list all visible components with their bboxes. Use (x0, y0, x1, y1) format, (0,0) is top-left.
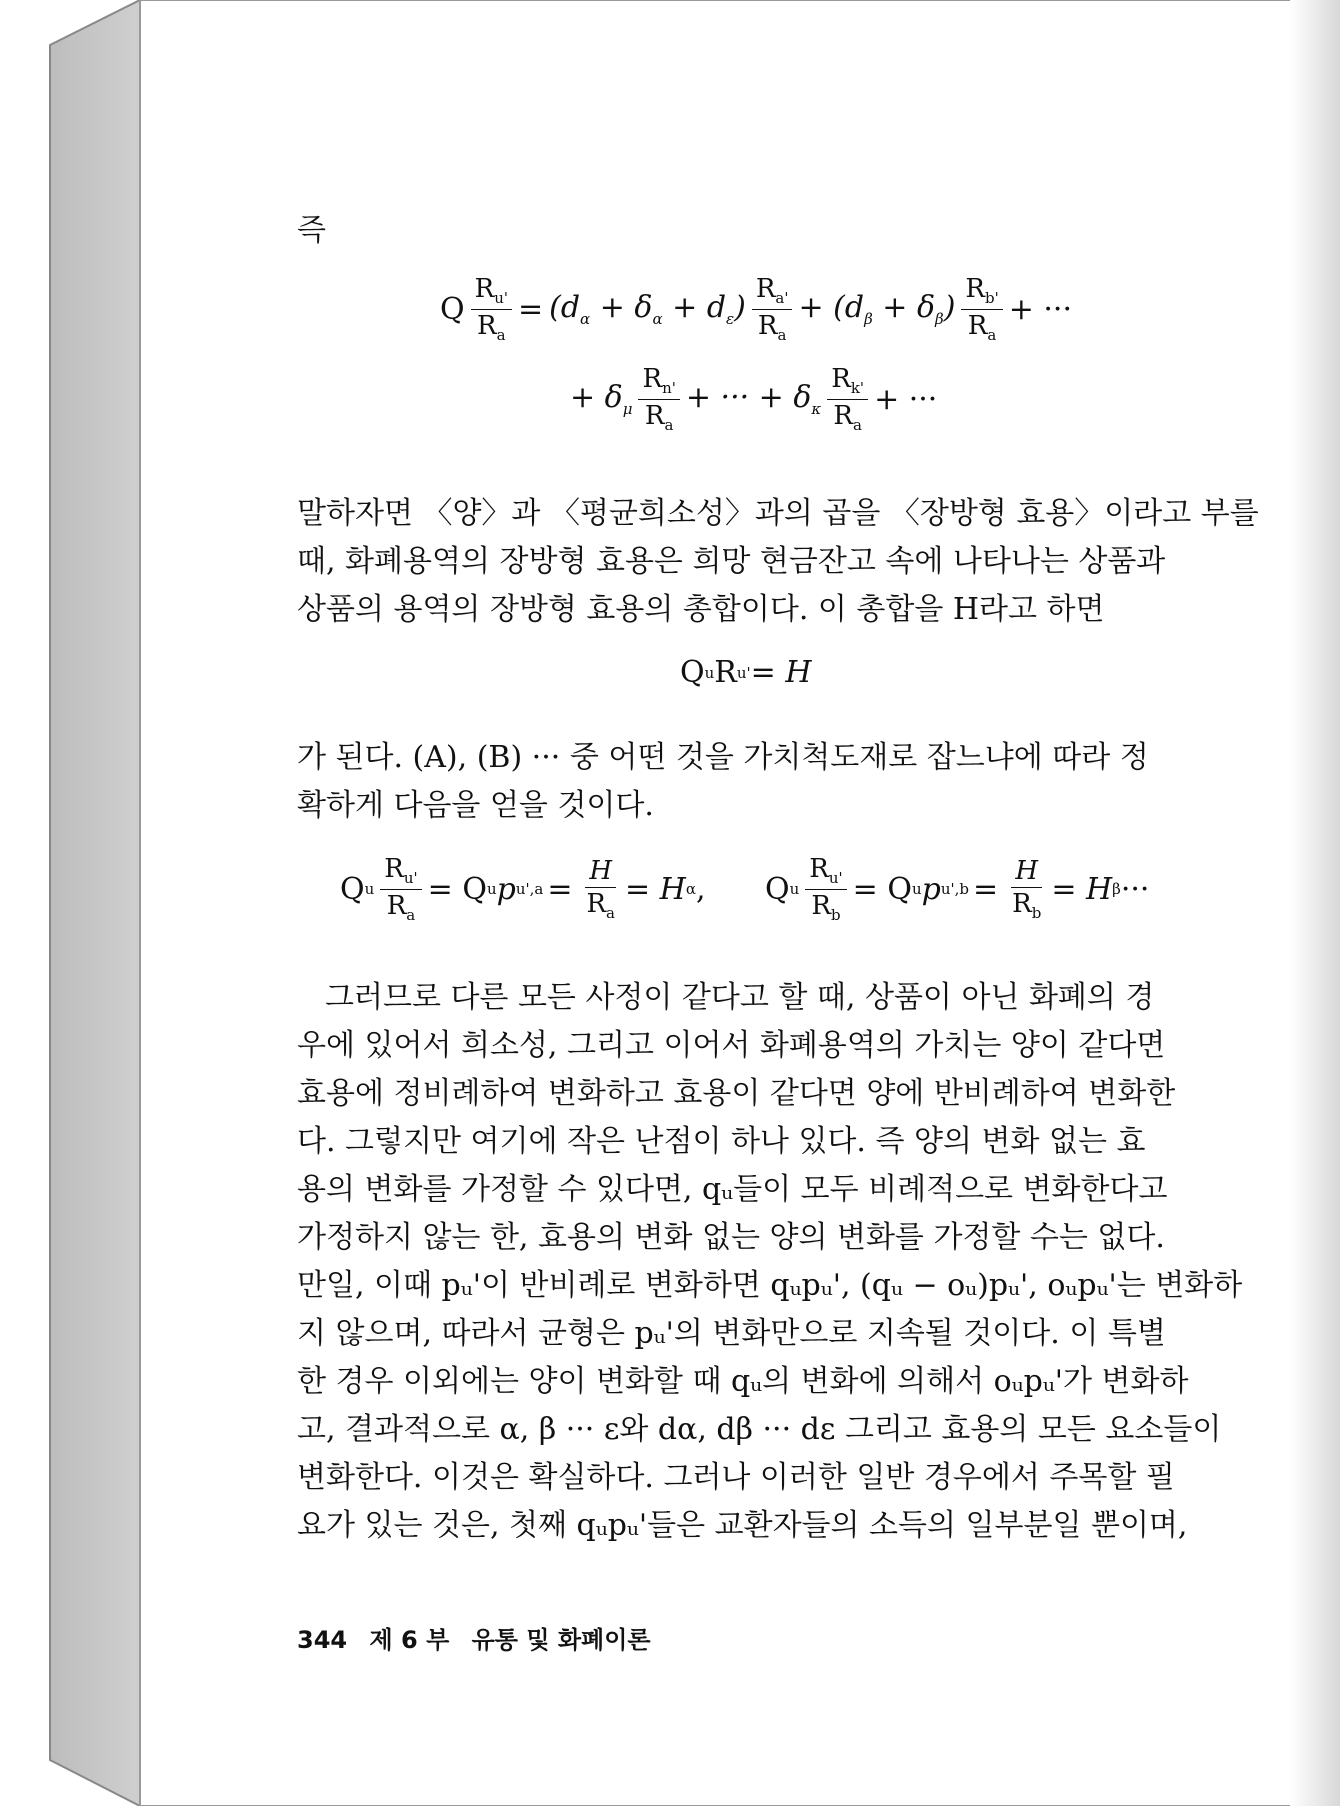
eq1-equals: = (517, 291, 544, 327)
para3-line-3: 효용에 정비례하여 변화하고 효용이 같다면 양에 반비례하여 변화한 (297, 1076, 1176, 1111)
eq1-q: Q (440, 291, 465, 327)
eq1-frac-rk-ra: $\frac{R_{k'}}{R_a}$ (827, 365, 868, 433)
page-footer (297, 1620, 665, 1655)
para1-line-1: 말하자면 〈양〉과 〈평균희소성〉과의 곱을 〈장방형 효용〉이라고 부를 (297, 496, 1259, 531)
para3-line-2: 우에 있어서 희소성, 그리고 이어서 화폐용역의 가치는 양이 같다면 (297, 1028, 1166, 1063)
para2-line-1: 가 된다. (A), (B) ··· 중 어떤 것을 가치척도재로 잡느냐에 따라 정 (297, 740, 1149, 775)
part-label: 제 6 부 (369, 1626, 450, 1654)
equation-2: Q u R u' = H (680, 655, 812, 690)
equation-3a: Q u $\frac{R_{u'}}{R_a}$ = Q u p u',a = $\frac{H}{R_a}$ = H α , (340, 854, 706, 924)
equation-3b: Q u $\frac{R_{u'}}{R_b}$ = Q u p u',b = $\frac{H}{R_b}$ = H β ··· (765, 854, 1150, 924)
para1-line-2: 때, 화폐용역의 장방형 효용은 희망 현금잔고 속에 나타나는 상품과 (297, 544, 1166, 579)
para3-line-1: 그러므로 다른 모든 사정이 같다고 할 때, 상품이 아닌 화폐의 경 (325, 980, 1155, 1015)
para1-line-3: 상품의 용역의 장방형 효용의 총합이다. 이 총합을 H라고 하면 (297, 592, 1105, 627)
para3-line-7: 만일, 이때 pᵤ'이 반비례로 변화하면 qᵤpᵤ', (qᵤ − oᵤ)pᵤ', oᵤpᵤ'는 변화하 (297, 1268, 1243, 1303)
para3-line-11: 변화한다. 이것은 확실하다. 그러나 이러한 일반 경우에서 주목할 필 (297, 1460, 1175, 1495)
eq1-paren-group-1: $(d_\alpha + \delta_\alpha + d_\varepsilon)$ (549, 290, 746, 329)
eq1-tail: + ··· (1008, 291, 1072, 327)
page-number: 344 (297, 1626, 348, 1654)
para3-line-9: 한 경우 이외에는 양이 변화할 때 qᵤ의 변화에 의해서 oᵤpᵤ'가 변화하 (297, 1364, 1189, 1399)
equation-1-line-2: + $\delta_\mu$ $\frac{R_{n'}}{R_a}$ + ··· + $\delta_\kappa$ $\frac{R_{k'}}{R_a}$ + ··· (570, 364, 938, 434)
para3-line-10: 고, 결과적으로 α, β ··· ε와 dα, dβ ··· dε 그리고 효용의 모든 요소들이 (297, 1412, 1222, 1447)
para3-line-12: 요가 있는 것은, 첫째 qᵤpᵤ'들은 교환자들의 소득의 일부분일 뿐이며, (297, 1508, 1188, 1543)
para3-line-8: 지 않으며, 따라서 균형은 pᵤ'의 변화만으로 지속될 것이다. 이 특별 (297, 1316, 1166, 1351)
eq1-frac-ru-ra: $\frac{R_{u'}}{R_a}$ (471, 275, 512, 343)
eq1-frac-ra-ra: $\frac{R_{a'}}{R_a}$ (752, 275, 793, 343)
intro-word: 즉 (297, 213, 327, 248)
para3-line-5: 용의 변화를 가정할 수 있다면, qᵤ들이 모두 비례적으로 변화한다고 (297, 1172, 1168, 1207)
section-title: 유통 및 화폐이론 (471, 1626, 651, 1654)
eq1-paren-group-2: + $(d_\beta + \delta_\beta)$ (798, 290, 956, 329)
para3-line-4: 다. 그렇지만 여기에 작은 난점이 하나 있다. 즉 양의 변화 없는 효 (297, 1124, 1146, 1159)
eq1-frac-rb-ra: $\frac{R_{b'}}{R_a}$ (961, 275, 1002, 343)
para3-line-6: 가정하지 않는 한, 효용의 변화 없는 양의 변화를 가정할 수는 없다. (297, 1220, 1165, 1255)
equation-1-line-1 (440, 275, 1072, 343)
eq1-frac-rn-ra: $\frac{R_{n'}}{R_a}$ (638, 365, 679, 433)
para2-line-2: 확하게 다음을 얻을 것이다. (297, 788, 654, 823)
